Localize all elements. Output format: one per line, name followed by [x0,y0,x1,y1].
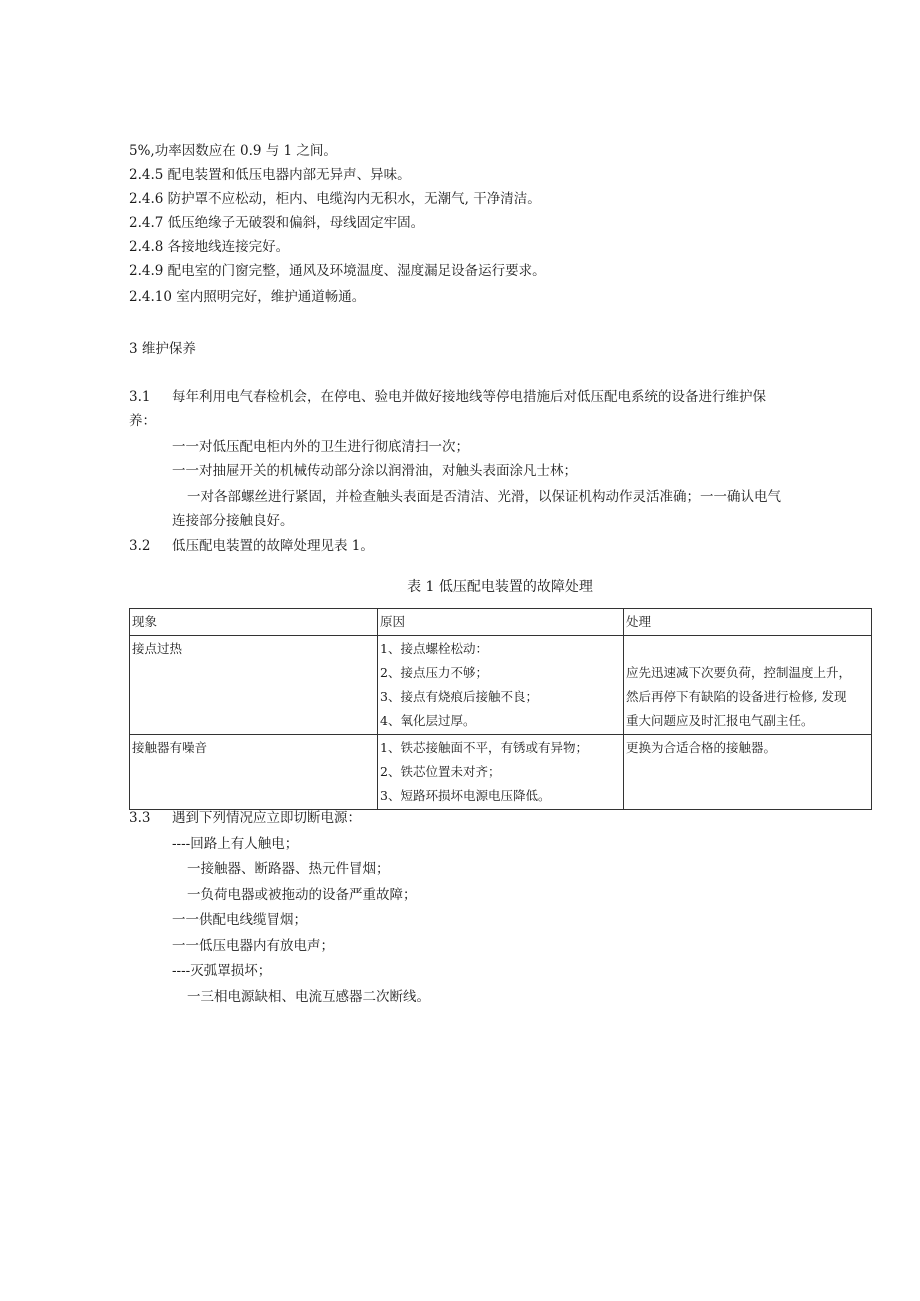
section-heading: 3 维护保养 [129,341,196,357]
fault-table [129,608,872,810]
text-line: 2.4.9 配电室的门窗完整，通风及环境温度、湿度漏足设备运行要求。 [129,263,546,279]
handling-line: 然后再停下有缺陷的设备进行检修, 发现 [626,689,847,704]
list-item: 一接触器、断路器、热元件冒烟； [187,861,390,877]
list-item: 一对各部螺丝进行紧固，并检查触头表面是否清洁、光滑，以保证机构动作灵活准确；一一确认电气 [187,489,781,505]
cell-handling [624,735,872,810]
clause-text: 每年利用电气春检机会，在停电、验电并做好接地线等停电措施后对低压配电系统的设备进行维护保 [172,389,766,405]
header-handling: 处理 [624,609,872,636]
list-item: 一三相电源缺相、电流互感器二次断线。 [187,989,430,1005]
list-item: 一一供配电线缆冒烟； [172,912,307,928]
list-item: 连接部分接触良好。 [172,513,294,529]
text-line: 2.4.8 各接地线连接完好。 [129,239,290,255]
list-item: 一一对低压配电柜内外的卫生进行彻底清扫一次； [172,439,469,455]
table-header-row [130,609,872,636]
handling-line: 应先迅速减下次要负荷，控制温度上升， [626,665,852,680]
list-item: ----灭弧罩损坏； [172,963,272,979]
header-phenomenon: 现象 [130,609,378,636]
clause-number: 3.1 [129,389,151,405]
header-cause: 原因 [378,609,624,636]
table-row [130,636,872,735]
clause-text: 遇到下列情况应立即切断电源： [172,810,361,826]
clause-text: 低压配电装置的故障处理见表 1。 [172,538,374,554]
text-line: 2.4.7 低压绝缘子无破裂和偏斜，母线固定牢固。 [129,215,425,231]
cell-phenomenon: 接触器有噪音 [130,735,378,810]
text-line: 2.4.10 室内照明完好，维护通道畅通。 [129,289,366,305]
cell-causes [378,735,624,810]
cause-item: 2、接点压力不够； [380,665,488,680]
cause-item: 3、短路环损坏电源电压降低。 [380,788,551,803]
cell-phenomenon: 接点过热 [130,636,378,735]
table-caption: 表 1 低压配电装置的故障处理 [407,579,593,595]
clause-number: 3.2 [129,538,151,554]
cell-causes [378,636,624,735]
table-row [130,735,872,810]
cause-item: 4、氧化层过厚。 [380,713,476,728]
list-item: 一一对抽屉开关的机械传动部分涂以润滑油，对触头表面涂凡士林； [172,463,577,479]
cause-item: 1、铁芯接触面不平，有锈或有异物； [380,740,588,755]
clause-text: 养： [129,413,156,429]
list-item: ----回路上有人触电； [172,836,299,852]
clause-number: 3.3 [129,810,151,826]
list-item: 一一低压电器内有放电声； [172,938,334,954]
list-item: 一负荷电器或被拖动的设备严重故障； [187,887,417,903]
text-line: 5%,功率因数应在 0.9 与 1 之间。 [129,143,337,159]
handling-line: 重大问题应及时汇报电气副主任。 [626,713,814,728]
cause-item: 3、接点有烧痕后接触不良； [380,689,538,704]
text-line: 2.4.6 防护罩不应松动，柜内、电缆沟内无积水，无潮气, 干净清洁。 [129,191,541,207]
text-line: 2.4.5 配电装置和低压电器内部无异声、异味。 [129,167,411,183]
cell-handling [624,636,872,735]
cause-item: 2、铁芯位置未对齐； [380,764,501,779]
handling-line: 更换为合适合格的接触器。 [626,740,777,755]
cause-item: 1、接点螺栓松动： [380,641,488,656]
